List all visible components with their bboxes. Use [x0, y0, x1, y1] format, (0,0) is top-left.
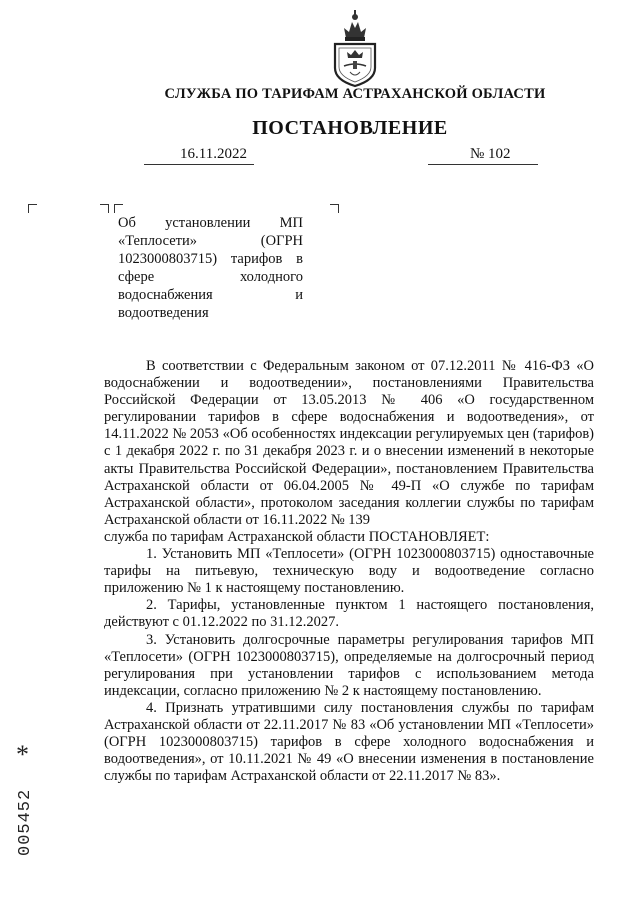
document-body — [104, 358, 594, 785]
subject-corner-mark-left — [100, 204, 109, 213]
margin-stamp-number: 005452 — [16, 788, 35, 856]
item-2: 2. Тарифы, установленные пунктом 1 настоящего постановления, действуют с 01.12.2022 по 31.12.2027. — [104, 597, 594, 631]
preamble-paragraph: В соответствии с Федеральным законом от 07.12.2011 № 416-ФЗ «О водоснабжении и водоотведении», постановлениями Правительства Российской Федерации от 13.05.2013 № 406 «О государственном регулировании тарифов в сфере водоснабжения и водоотведения», от 14.11.2022 № 2053 «Об особенностях индексации регулируемых цен (тарифов) с 1 декабря 2022 г. по 31 декабря 2023 г. и о внесении изменений в некоторые акты Правительства Российской Федерации», постановлением Правительства Астраханской области от 06.04.2005 № 49-П «О службе по тарифам Астраханской области», протоколом заседания коллегии службы по тарифам Астраханской области от 16.11.2022 № 139 — [104, 358, 594, 528]
document-subject: Об установлении МП «Теплосети» (ОГРН 1023000803715) тарифов в сфере холодного водоснабжения и водоотведения — [118, 215, 303, 321]
organization-name: СЛУЖБА ПО ТАРИФАМ АСТРАХАНСКОЙ ОБЛАСТИ — [164, 86, 546, 102]
astrakhan-coat-of-arms-icon — [326, 8, 384, 88]
item-4: 4. Признать утратившими силу постановления службы по тарифам Астраханской области от 22.11.2017 № 83 «Об установлении МП «Теплосети» (ОГРН 1023000803715) тарифов в сфере холодного водоснабжения и водоотведения», от 10.11.2021 № 49 «О внесении изменения в постановление службы по тарифам Астраханской области от 22.11.2017 № 83». — [104, 699, 594, 785]
left-margin-corner-mark — [28, 204, 37, 213]
item-1: 1. Установить МП «Теплосети» (ОГРН 1023000803715) одноставочные тарифы на питьевую, техническую воду и водоотведение согласно приложению № 1 к настоящему постановлению. — [104, 546, 594, 597]
document-date: 16.11.2022 — [180, 146, 247, 162]
number-underline — [428, 164, 538, 165]
document-number: № 102 — [470, 146, 511, 162]
subject-corner-mark-right — [330, 204, 339, 213]
date-underline — [144, 164, 254, 165]
margin-star-mark: * — [16, 740, 29, 769]
subject-corner-mark-open — [114, 204, 123, 213]
document-title: ПОСТАНОВЛЕНИЕ — [252, 117, 448, 139]
item-3: 3. Установить долгосрочные параметры регулирования тарифов МП «Теплосети» (ОГРН 1023000803715), определяемые на долгосрочный период регулирования при установлении тарифов с использованием метода индексации, согласно приложению № 2 к настоящему постановлению. — [104, 631, 594, 699]
resolves-line: служба по тарифам Астраханской области ПОСТАНОВЛЯЕТ: — [104, 528, 490, 545]
